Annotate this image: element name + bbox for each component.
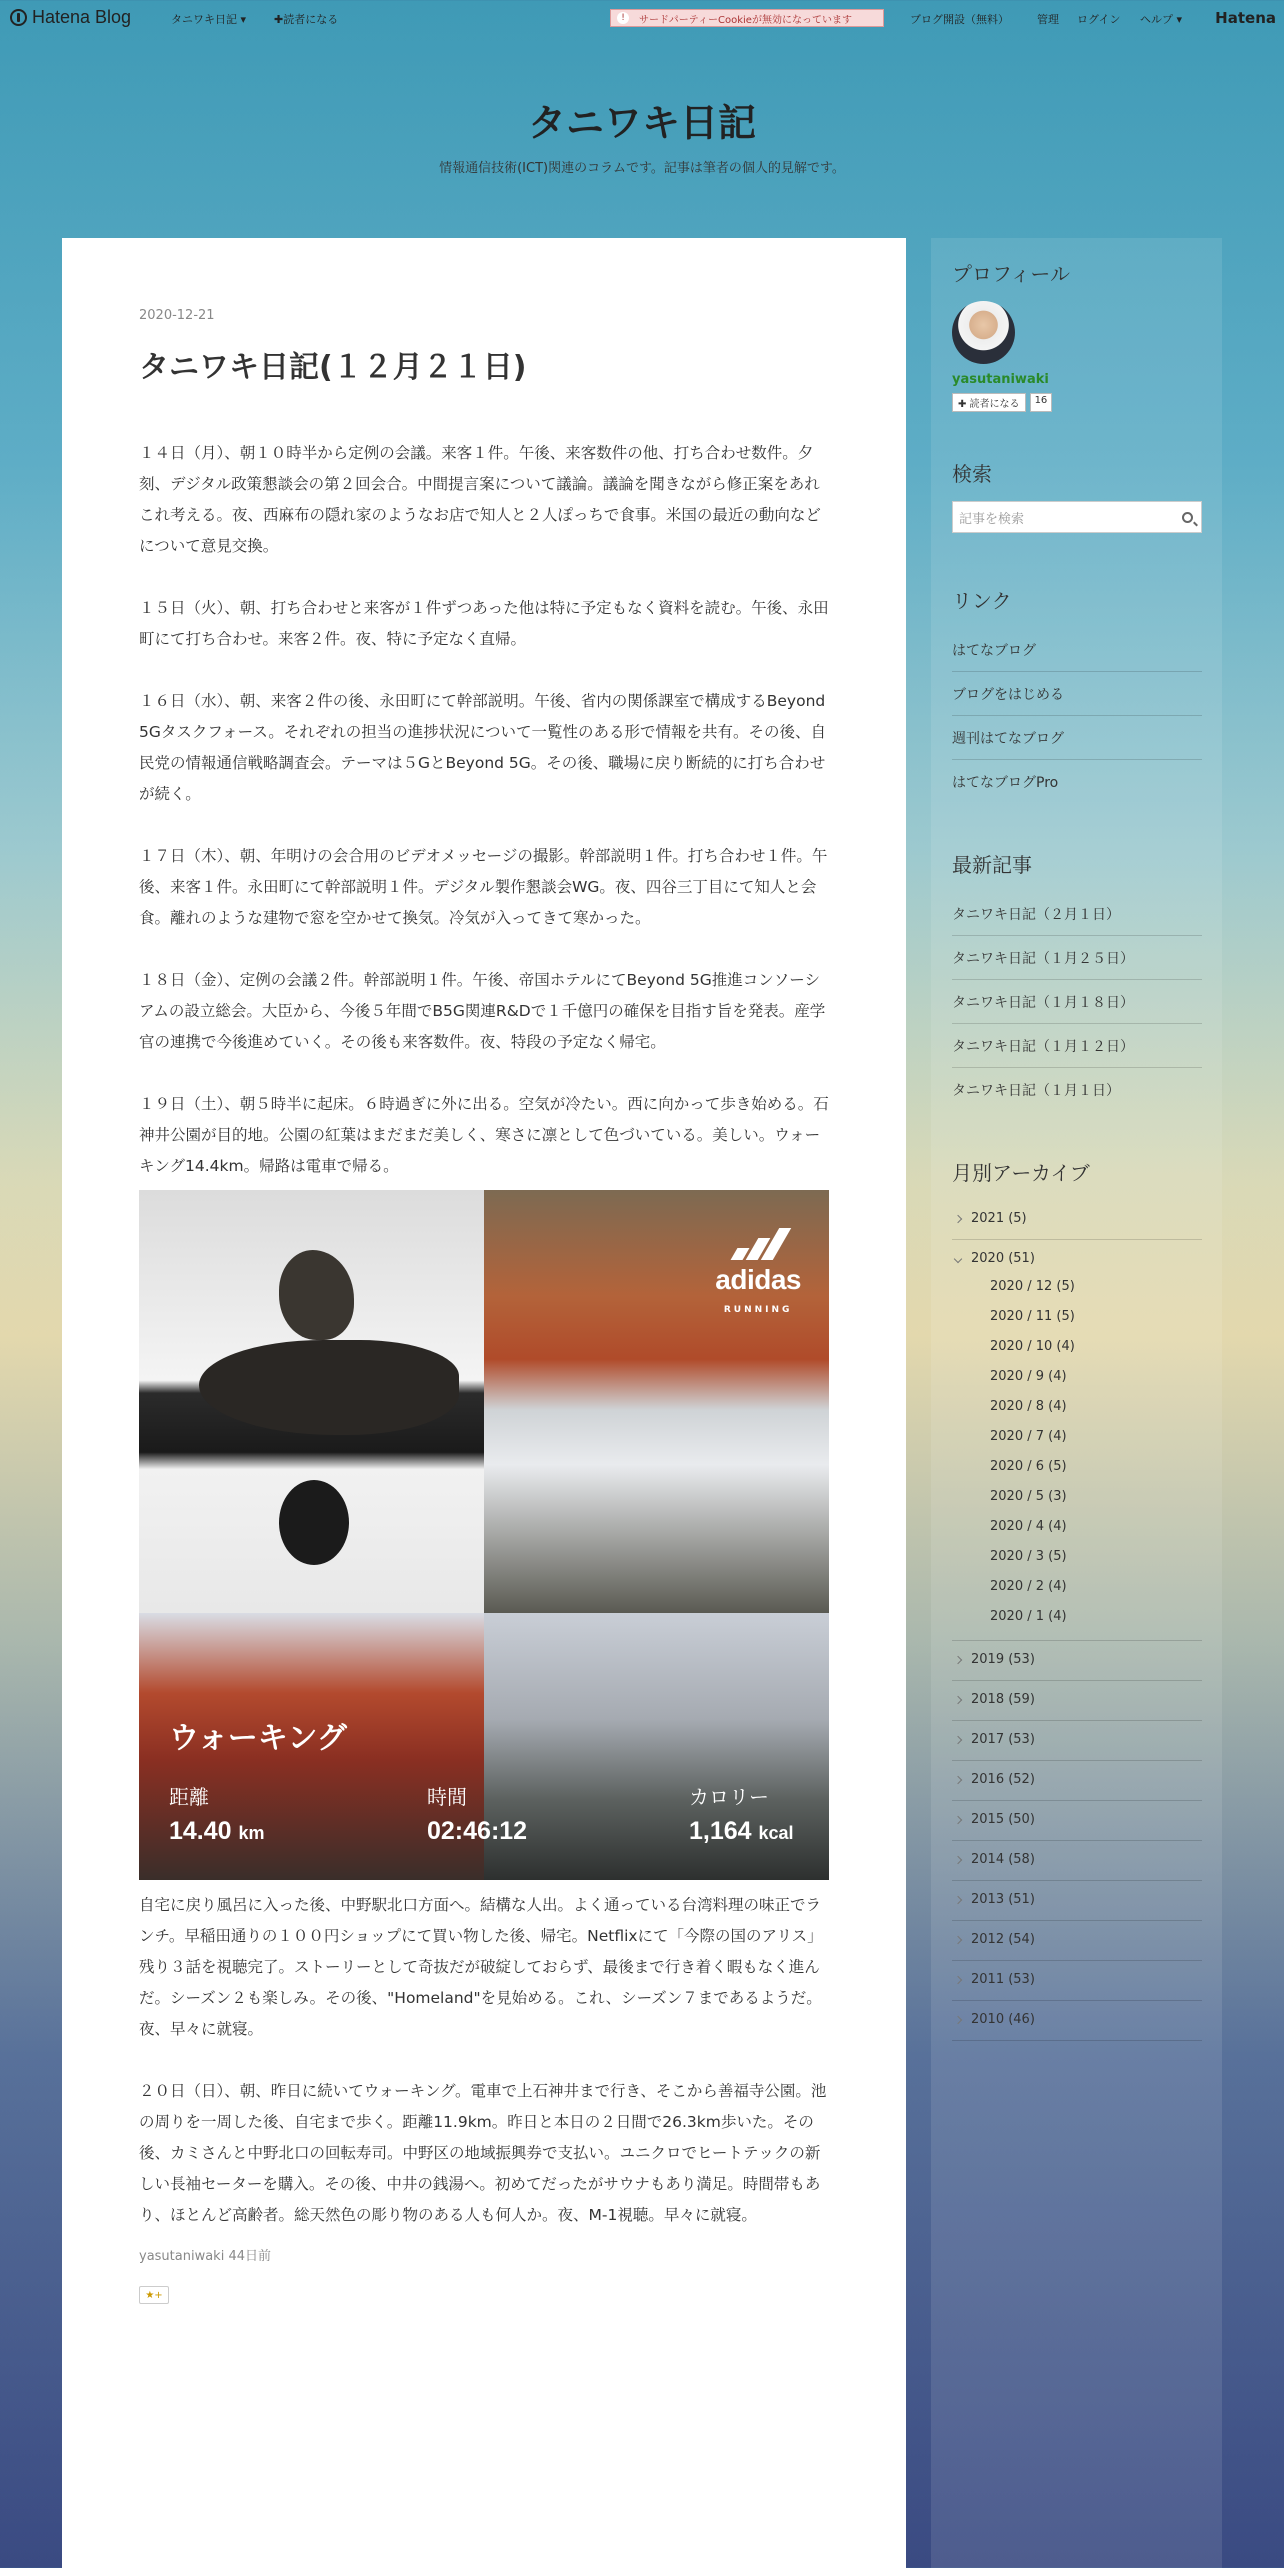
chevron-right-icon (954, 1855, 962, 1863)
archive-month-link[interactable]: 2020 / 3 (5) (990, 1549, 1067, 1564)
archive-year-label: 2010 (46) (971, 2012, 1035, 2027)
archive-list (952, 1200, 1202, 2041)
archive-month-link[interactable]: 2020 / 9 (4) (990, 1369, 1067, 1384)
archive-year-label: 2019 (53) (971, 1652, 1035, 1667)
time-value: 02:46:12 (427, 1817, 528, 1845)
chevron-right-icon (954, 1895, 962, 1903)
calorie-label: カロリー (689, 1787, 769, 1809)
time-label: 時間 (427, 1787, 467, 1809)
archive-month-link[interactable]: 2020 / 7 (4) (990, 1429, 1067, 1444)
links-title: リンク (952, 589, 1012, 613)
add-star-button[interactable]: ★+ (139, 2286, 169, 2304)
subscribe-link[interactable]: ✚読者になる (274, 13, 339, 26)
archive-year-item[interactable] (952, 1921, 1202, 1961)
link-item[interactable]: はてなブログ (952, 628, 1202, 672)
link-item[interactable]: ブログをはじめる (952, 672, 1202, 716)
hatena-blog-logo[interactable] (10, 7, 131, 28)
archive-year-label: 2016 (52) (971, 1772, 1035, 1787)
calorie-number: 1,164 (689, 1817, 752, 1845)
chevron-right-icon (954, 1975, 962, 1983)
rock-shape (199, 1340, 459, 1435)
chevron-right-icon (954, 1695, 962, 1703)
adidas-stripes-icon (715, 1228, 801, 1260)
archive-year-item[interactable] (952, 2001, 1202, 2041)
adidas-logo (715, 1228, 801, 1326)
blog-description: 情報通信技術(ICT)関連のコラムです。記事は筆者の個人的見解です。 (439, 161, 845, 176)
chevron-right-icon (954, 1775, 962, 1783)
calorie-value (689, 1816, 794, 1849)
hatena-logo-icon (10, 9, 27, 26)
entry-paragraph: ２０日（日）、朝、昨日に続いてウォーキング。電車で上石神井まで行き、そこから善福寺公園。池の周りを一周した後、自宅まで歩く。距離11.9km。昨日と本日の２日間で26.3km歩いた。その後、カミさんと中野北口の回転寿司。中野区の地域振興券で支払い。ユニクロでヒートテックの新しい長袖セーターを購入。その後、中井の銭湯へ。初めてだったがサウナもあり満足。時間帯もあり、ほとんど高齢者。総天然色の彫り物のある人も何人か。夜、M-1視聴。早々に就寝。 (139, 2082, 827, 2224)
global-header (0, 0, 1284, 36)
calorie-unit: kcal (758, 1823, 794, 1843)
archive-month-link[interactable]: 2020 / 8 (4) (990, 1399, 1067, 1414)
distance-label: 距離 (169, 1787, 209, 1809)
entry-paragraph: １５日（火）、朝、打ち合わせと来客が１件ずつあった他は特に予定もなく資料を読む。午後、永田町にて打ち合わせ。来客２件。夜、特に予定なく直帰。 (139, 599, 829, 648)
entry-article (62, 238, 906, 2568)
archive-year-label: 2017 (53) (971, 1732, 1035, 1747)
recent-entry-link[interactable]: タニワキ日記（２月１日） (952, 892, 1202, 936)
entry-content (139, 438, 829, 2304)
blog-open-link[interactable]: ブログ開設（無料） (910, 13, 1009, 26)
recent-entries-title: 最新記事 (952, 853, 1032, 877)
chevron-right-icon (954, 1735, 962, 1743)
duck-photo (139, 1190, 484, 1613)
entry-paragraph: １８日（金）、定例の会議２件。幹部説明１件。午後、帝国ホテルにてBeyond 5G推進コンソーシアムの設立総会。大臣から、今後５年間でB5G関連R&Dで１千億円の確保を目指す旨を発表。産学官の連携で今後進めていく。その後も来客数件。夜、特段の予定なく帰宅。 (139, 971, 826, 1051)
archive-month-link[interactable]: 2020 / 4 (4) (990, 1519, 1067, 1534)
hatena-link[interactable]: Hatena (1215, 9, 1276, 27)
cookie-notice[interactable] (610, 9, 884, 27)
entry-paragraph: １９日（土）、朝５時半に起床。６時過ぎに外に出る。空気が冷たい。西に向かって歩き始める。石神井公園が目的地。公園の紅葉はまだまだ美しく、寒さに凛として色づいている。美しい。ウォーキング14.4km。帰路は電車で帰る。 (139, 1095, 829, 1175)
archive-year-item[interactable] (952, 1721, 1202, 1761)
link-item[interactable]: はてなブログPro (952, 775, 1059, 791)
archive-title: 月別アーカイブ (952, 1161, 1090, 1185)
chevron-right-icon (954, 2015, 962, 2023)
entry-date[interactable]: 2020-12-21 (139, 308, 215, 323)
archive-year-label: 2015 (50) (971, 1812, 1035, 1827)
archive-month-link[interactable]: 2020 / 1 (4) (990, 1609, 1067, 1624)
link-item[interactable]: 週刊はてなブログ (952, 716, 1202, 760)
entry-paragraph: １６日（水）、朝、来客２件の後、永田町にて幹部説明。午後、省内の関係課室で構成するBeyond 5Gタスクフォース。それぞれの担当の進捗状況について一覧性のある形で情報を共有。その後、自民党の情報通信戦略調査会。テーマは５GとBeyond 5G。その後、職場に戻り断続的に打ち合わせが続く。 (139, 692, 826, 803)
distance-number: 14.40 (169, 1817, 232, 1845)
autumn-pond-photo (484, 1190, 829, 1613)
search-title: 検索 (952, 462, 992, 486)
profile-title: プロフィール (952, 262, 1070, 286)
subscribe-button[interactable]: ✚ 読者になる (952, 393, 1026, 412)
archive-month-link[interactable]: 2020 / 11 (5) (990, 1309, 1075, 1324)
archive-year-item[interactable] (952, 1841, 1202, 1881)
help-dropdown[interactable]: ヘルプ ▾ (1140, 13, 1183, 26)
archive-year-label: 2011 (53) (971, 1972, 1035, 1987)
archive-month-link[interactable]: 2020 / 6 (5) (990, 1459, 1067, 1474)
archive-months-2020 (952, 1272, 1202, 1641)
entry-paragraph: １７日（木）、朝、年明けの会合用のビデオメッセージの撮影。幹部説明１件。打ち合わせ１件。午後、来客１件。永田町にて幹部説明１件。デジタル製作懇談会WG。夜、四谷三丁目にて知人と会食。離れのような建物で窓を空かせて換気。冷気が入ってきて寒かった。 (139, 847, 828, 927)
links-list (952, 628, 1202, 803)
entry-paragraph: 自宅に戻り風呂に入った後、中野駅北口方面へ。結構な人出。よく通っている台湾料理の味正でランチ。早稲田通りの１００円ショップにて買い物した後、帰宅。Netflixにて「今際の国のアリス」残り３話を視聴完了。ストーリーとして奇抜だが破綻しておらず、最後まで行き着く暇もなく進んだ。シーズン２も楽しみ。その後、"Homeland"を見始める。これ、シーズン７まであるようだ。夜、早々に就寝。 (139, 1896, 823, 2038)
chevron-down-icon (954, 1254, 962, 1262)
search-placeholder: 記事を検索 (959, 511, 1025, 527)
reader-count[interactable]: 16 (1030, 393, 1053, 412)
archive-year-2021[interactable] (952, 1200, 1202, 1240)
cookie-notice-text: サードパーティーCookieが無効になっています (639, 14, 852, 26)
chevron-right-icon (954, 1935, 962, 1943)
chevron-right-icon (954, 1214, 962, 1222)
duck-shape (279, 1250, 354, 1340)
archive-month-link[interactable]: 2020 / 2 (4) (990, 1579, 1067, 1594)
archive-year-item[interactable] (952, 1881, 1202, 1921)
recent-entry-link[interactable]: タニワキ日記（１月１日） (952, 1083, 1120, 1099)
archive-year-2020[interactable] (952, 1240, 1202, 1272)
distance-value (169, 1816, 265, 1849)
archive-month-link[interactable]: 2020 / 5 (3) (990, 1489, 1067, 1504)
recent-entries-list (952, 892, 1202, 1111)
search-icon[interactable] (1182, 512, 1193, 523)
search-input[interactable] (952, 501, 1202, 533)
activity-stats-overlay (139, 1613, 829, 1880)
entry-footer-author[interactable]: yasutaniwaki 44日前 (139, 2249, 271, 2264)
archive-year-label: 2013 (51) (971, 1892, 1035, 1907)
archive-year-item[interactable] (952, 1681, 1202, 1721)
recent-entry-link[interactable]: タニワキ日記（１月１８日） (952, 980, 1202, 1024)
distance-unit: km (238, 1823, 265, 1843)
archive-year-label: 2018 (59) (971, 1692, 1035, 1707)
archive-year-item[interactable] (952, 1761, 1202, 1801)
archive-year-label: 2014 (58) (971, 1852, 1035, 1867)
recent-entry-link[interactable]: タニワキ日記（１月２５日） (952, 936, 1202, 980)
archive-year-item[interactable] (952, 1641, 1202, 1681)
walking-photo-collage[interactable] (139, 1190, 829, 1880)
info-icon: ! (617, 12, 629, 24)
adidas-wordmark: adidas (715, 1264, 801, 1295)
logo-text: Hatena Blog (32, 7, 132, 27)
chevron-right-icon (954, 1655, 962, 1663)
profile-username[interactable]: yasutaniwaki (952, 372, 1049, 387)
archive-year-label: 2020 (51) (971, 1251, 1035, 1266)
reflection-shape (279, 1480, 349, 1565)
archive-month-link[interactable]: 2020 / 10 (4) (990, 1339, 1075, 1354)
blog-title[interactable]: タニワキ日記 (527, 101, 756, 145)
entry-paragraph: １４日（月）、朝１０時半から定例の会議。来客１件。午後、来客数件の他、打ち合わせ数件。夕刻、デジタル政策懇談会の第２回会合。中間提言案について議論。議論を聞きながら修正案をあれこれ考える。夜、西麻布の隠れ家のようなお店で知人と２人ぽっちで食事。米国の最近の動向などについて意見交換。 (139, 444, 821, 555)
avatar[interactable] (952, 301, 1015, 364)
sidebar (931, 238, 1222, 2568)
archive-year-label: 2021 (5) (971, 1211, 1027, 1226)
chevron-right-icon (954, 1815, 962, 1823)
entry-title[interactable]: タニワキ日記(１２月２１日) (139, 350, 527, 385)
login-link[interactable]: ログイン (1077, 13, 1121, 26)
archive-year-item[interactable] (952, 1801, 1202, 1841)
archive-year-label: 2012 (54) (971, 1932, 1035, 1947)
blog-menu-dropdown[interactable]: タニワキ日記 ▾ (171, 13, 247, 26)
adidas-running-label: RUNNING (723, 1305, 793, 1315)
archive-year-item[interactable] (952, 1961, 1202, 2001)
manage-link[interactable]: 管理 (1037, 13, 1059, 26)
recent-entry-link[interactable]: タニワキ日記（１月１２日） (952, 1024, 1202, 1068)
archive-month-link[interactable]: 2020 / 12 (5) (990, 1279, 1075, 1294)
activity-name: ウォーキング (169, 1722, 347, 1755)
